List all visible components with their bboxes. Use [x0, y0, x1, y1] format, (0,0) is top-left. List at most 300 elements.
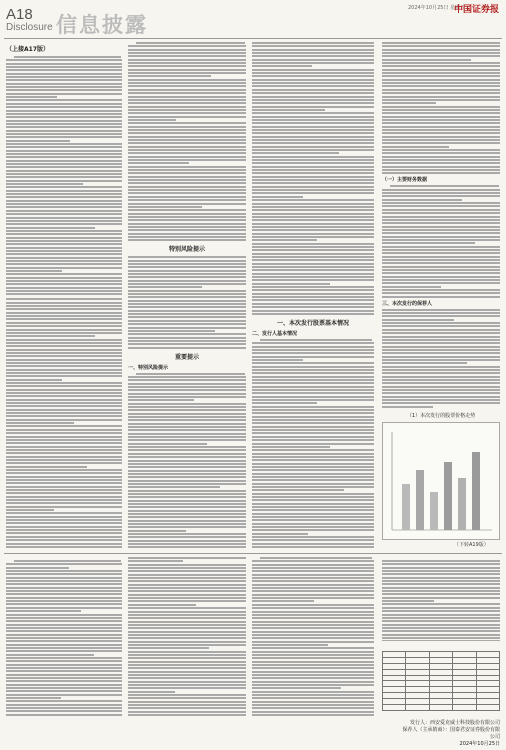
text-line	[128, 92, 246, 94]
text-line	[252, 96, 374, 98]
text-line	[6, 617, 122, 619]
text-line	[6, 429, 122, 431]
text-line	[252, 306, 374, 308]
text-line	[128, 206, 202, 208]
text-line	[128, 286, 202, 288]
date-line: 2024年10月25日	[459, 741, 500, 747]
text-line	[252, 236, 374, 238]
text-line	[252, 283, 330, 285]
text-line	[382, 640, 500, 641]
text-line	[382, 573, 500, 575]
text-line	[382, 102, 436, 104]
text-line	[128, 577, 246, 579]
text-line	[128, 443, 207, 445]
text-line	[382, 72, 500, 74]
text-line	[128, 226, 246, 228]
text-line	[252, 169, 374, 171]
text-line	[382, 262, 500, 264]
text-line	[128, 574, 246, 576]
text-line	[128, 216, 246, 218]
text-line	[6, 220, 122, 222]
text-line	[6, 150, 122, 152]
text-line	[382, 276, 500, 278]
text-line	[6, 690, 122, 692]
text-line	[6, 66, 122, 68]
text-line	[6, 439, 122, 441]
text-line	[6, 143, 122, 145]
text-line	[6, 436, 122, 438]
text-line	[382, 122, 500, 124]
page-header	[0, 0, 506, 38]
text-line	[128, 667, 246, 669]
text-line	[128, 657, 246, 659]
text-line	[6, 607, 122, 609]
text-line	[6, 624, 122, 626]
text-line	[128, 102, 246, 104]
article-column-4	[382, 42, 500, 408]
continuation-note: （上接A17版）	[6, 46, 49, 53]
text-line	[252, 570, 374, 572]
text-line	[252, 691, 374, 693]
text-line	[382, 59, 471, 61]
text-line	[6, 372, 122, 374]
text-line	[382, 266, 500, 268]
text-line	[128, 664, 246, 666]
text-line	[6, 345, 122, 347]
text-line	[252, 119, 374, 121]
text-line	[6, 126, 122, 128]
text-line	[128, 116, 246, 118]
body-text-block	[6, 298, 122, 548]
text-line	[252, 82, 374, 84]
text-line	[6, 522, 122, 524]
text-line	[252, 416, 374, 418]
text-line	[6, 567, 69, 569]
text-line	[128, 280, 246, 282]
text-line	[252, 714, 374, 716]
text-line	[6, 298, 122, 300]
text-line	[252, 667, 374, 669]
text-line	[6, 677, 122, 679]
text-line	[6, 382, 122, 384]
text-line	[128, 162, 189, 164]
text-line	[128, 233, 246, 235]
text-line	[382, 309, 500, 311]
figure-bar	[430, 492, 438, 530]
text-line	[6, 79, 122, 81]
text-line	[6, 193, 122, 195]
figure-graphic	[382, 422, 500, 540]
issuer-line: 发行人：西安爱克威士科技股份有限公司	[409, 720, 500, 726]
text-line	[252, 219, 374, 221]
text-line	[6, 240, 122, 242]
text-line	[6, 362, 122, 364]
text-line	[252, 529, 374, 531]
text-line	[382, 372, 500, 374]
text-line	[128, 694, 246, 696]
text-line	[6, 506, 122, 508]
text-line	[6, 707, 122, 709]
text-line	[128, 179, 246, 181]
text-line	[128, 189, 246, 191]
text-line	[252, 389, 374, 391]
text-line	[128, 486, 220, 488]
text-line	[128, 239, 246, 241]
text-line	[252, 681, 374, 683]
text-line	[6, 180, 122, 182]
text-line	[128, 266, 246, 268]
text-line	[382, 236, 500, 238]
text-line	[382, 172, 500, 174]
text-line	[252, 52, 374, 54]
text-line	[6, 335, 95, 337]
text-line	[252, 392, 374, 394]
text-line	[6, 342, 122, 344]
text-line	[252, 263, 374, 265]
text-line	[252, 233, 374, 235]
text-line	[382, 99, 500, 101]
table-row	[383, 705, 500, 711]
text-line	[128, 152, 246, 154]
text-line	[252, 587, 374, 589]
text-line	[128, 260, 246, 262]
text-line	[6, 166, 122, 168]
text-line	[128, 199, 246, 201]
text-line	[382, 195, 500, 197]
text-line	[252, 156, 374, 158]
text-line	[128, 651, 246, 653]
text-line	[128, 483, 246, 485]
text-line	[128, 300, 246, 302]
text-line	[252, 439, 374, 441]
text-line	[128, 614, 246, 616]
text-line	[252, 269, 374, 271]
text-line	[128, 677, 246, 679]
text-line	[6, 529, 122, 531]
text-line	[128, 219, 246, 221]
text-line	[252, 509, 374, 511]
text-line	[128, 493, 246, 495]
text-line	[252, 386, 374, 388]
text-line	[252, 469, 374, 471]
text-line	[6, 325, 122, 327]
text-line	[252, 614, 374, 616]
text-line	[252, 523, 374, 525]
body-text-block	[252, 339, 374, 548]
page-number: A18	[6, 6, 33, 23]
text-line	[128, 389, 246, 391]
text-line	[6, 399, 122, 401]
text-line	[252, 75, 374, 77]
text-line	[252, 463, 374, 465]
text-line	[6, 442, 122, 444]
text-line	[382, 600, 434, 602]
text-line	[128, 456, 246, 458]
text-line	[128, 310, 246, 312]
text-line	[6, 83, 122, 85]
text-line	[252, 651, 374, 653]
text-line	[252, 206, 374, 208]
text-line	[6, 270, 62, 272]
text-line	[252, 92, 374, 94]
text-line	[252, 366, 374, 368]
text-line	[382, 119, 500, 121]
fund-use-table	[382, 651, 500, 711]
text-line	[128, 500, 246, 502]
text-line	[252, 412, 374, 414]
text-line	[382, 199, 462, 201]
text-line	[128, 176, 246, 178]
text-line	[128, 149, 246, 151]
text-line	[252, 273, 374, 275]
text-line	[382, 75, 500, 77]
text-line	[128, 503, 246, 505]
text-line	[14, 56, 121, 58]
text-line	[252, 59, 374, 61]
text-line	[6, 654, 94, 656]
text-line	[6, 140, 70, 142]
text-line	[252, 704, 374, 706]
text-line	[382, 634, 500, 636]
text-line	[6, 379, 62, 381]
table-cell	[476, 705, 499, 711]
text-line	[128, 681, 246, 683]
text-line	[128, 480, 246, 482]
continued-note: （下转A19版）	[454, 542, 489, 548]
text-line	[128, 159, 246, 161]
text-line	[6, 526, 122, 528]
body-text-block	[382, 560, 500, 641]
text-line	[382, 560, 500, 562]
text-line	[128, 290, 246, 292]
text-line	[252, 627, 374, 629]
text-line	[252, 647, 374, 649]
text-line	[382, 392, 500, 394]
text-line	[382, 269, 500, 271]
text-line	[252, 496, 374, 498]
text-line	[252, 359, 303, 361]
text-line	[252, 560, 374, 562]
text-line	[252, 162, 374, 164]
text-line	[382, 152, 500, 154]
text-line	[6, 532, 122, 534]
text-line	[6, 603, 122, 605]
text-line	[128, 96, 246, 98]
text-line	[128, 142, 246, 144]
text-line	[128, 520, 246, 522]
text-line	[382, 49, 500, 51]
subsection-heading: 二、发行人基本情况	[252, 330, 298, 337]
text-line	[252, 489, 344, 491]
text-line	[382, 252, 500, 254]
text-line	[6, 250, 122, 252]
text-line	[6, 446, 122, 448]
text-line	[128, 379, 246, 381]
text-line	[6, 637, 122, 639]
text-line	[128, 439, 246, 441]
text-line	[128, 316, 246, 318]
text-line	[128, 313, 246, 315]
text-line	[6, 349, 122, 351]
text-line	[128, 634, 246, 636]
text-line	[128, 126, 246, 128]
text-line	[252, 687, 341, 689]
text-line	[252, 69, 374, 71]
text-line	[6, 456, 122, 458]
text-line	[6, 89, 122, 91]
text-line	[6, 163, 122, 165]
text-line	[6, 233, 122, 235]
text-line	[6, 76, 122, 78]
text-line	[6, 260, 122, 262]
text-line	[382, 607, 500, 609]
text-line	[252, 356, 374, 358]
text-line	[382, 55, 500, 57]
text-line	[252, 422, 374, 424]
text-line	[252, 657, 374, 659]
text-line	[382, 359, 500, 361]
text-line	[6, 644, 122, 646]
text-line	[128, 406, 246, 408]
article-column-1	[6, 42, 122, 548]
text-line	[128, 139, 246, 141]
text-line	[252, 526, 374, 528]
text-line	[382, 322, 500, 324]
text-line	[260, 339, 372, 341]
text-line	[382, 386, 500, 388]
text-line	[6, 570, 122, 572]
text-line	[128, 327, 246, 329]
text-line	[6, 509, 54, 511]
price-trend-figure	[382, 412, 500, 542]
text-line	[382, 79, 500, 81]
text-line	[382, 202, 500, 204]
text-line	[382, 286, 441, 288]
text-line	[252, 303, 374, 305]
text-line	[6, 63, 122, 65]
text-line	[252, 479, 374, 481]
text-line	[128, 62, 246, 64]
text-line	[128, 169, 246, 171]
text-line	[382, 129, 500, 131]
text-line	[6, 580, 122, 582]
text-line	[252, 189, 374, 191]
text-line	[382, 396, 500, 398]
text-line	[382, 402, 500, 404]
text-line	[128, 701, 246, 703]
text-line	[382, 112, 500, 114]
text-line	[128, 473, 246, 475]
text-line	[128, 296, 246, 298]
text-line	[252, 607, 374, 609]
subsection-heading: 三、本次发行的保荐人	[382, 300, 433, 307]
text-line	[382, 92, 500, 94]
text-line	[252, 279, 374, 281]
text-line	[6, 206, 122, 208]
text-line	[252, 506, 374, 508]
text-line	[128, 52, 246, 54]
text-line	[382, 212, 500, 214]
text-line	[252, 499, 374, 501]
text-line	[252, 223, 374, 225]
text-line	[6, 432, 122, 434]
text-line	[382, 630, 500, 632]
text-line	[6, 684, 122, 686]
text-line	[382, 296, 500, 298]
text-line	[6, 59, 122, 61]
text-line	[6, 305, 122, 307]
text-line	[128, 600, 246, 602]
text-line	[128, 263, 246, 265]
text-line	[128, 530, 186, 532]
text-line	[6, 196, 122, 198]
text-line	[128, 376, 246, 378]
text-line	[382, 346, 500, 348]
text-line	[128, 196, 246, 198]
text-line	[252, 196, 303, 198]
text-line	[252, 126, 374, 128]
text-line	[128, 72, 246, 74]
text-line	[6, 332, 122, 334]
text-line	[252, 634, 374, 636]
text-line	[252, 62, 374, 64]
text-line	[6, 113, 122, 115]
text-line	[382, 339, 500, 341]
header-date: 2024年10月25日 星期五	[408, 5, 466, 11]
text-line	[6, 186, 122, 188]
text-line	[382, 166, 500, 168]
text-line	[128, 306, 246, 308]
text-line	[128, 446, 246, 448]
text-line	[382, 82, 500, 84]
text-line	[128, 564, 246, 566]
text-line	[128, 416, 246, 418]
text-line	[382, 356, 500, 358]
text-line	[252, 159, 374, 161]
text-line	[252, 55, 374, 57]
text-line	[128, 453, 246, 455]
text-line	[6, 519, 122, 521]
text-line	[252, 249, 374, 251]
text-line	[252, 443, 374, 445]
text-line	[252, 574, 374, 576]
text-line	[6, 593, 122, 595]
text-line	[6, 257, 122, 259]
text-line	[6, 482, 122, 484]
text-line	[128, 399, 194, 401]
text-line	[128, 109, 246, 111]
text-line	[382, 349, 500, 351]
text-line	[128, 506, 246, 508]
text-line	[6, 512, 122, 514]
text-line	[252, 179, 374, 181]
text-line	[382, 192, 500, 194]
text-line	[6, 489, 122, 491]
text-line	[252, 516, 374, 518]
text-line	[6, 223, 122, 225]
text-line	[252, 286, 374, 288]
text-line	[252, 637, 374, 639]
text-line	[6, 573, 122, 575]
text-line	[382, 139, 500, 141]
body-text-block	[252, 557, 374, 717]
text-line	[6, 385, 122, 387]
text-line	[252, 446, 330, 448]
text-line	[252, 382, 374, 384]
text-line	[252, 584, 374, 586]
text-line	[6, 425, 122, 427]
text-line	[6, 687, 122, 689]
